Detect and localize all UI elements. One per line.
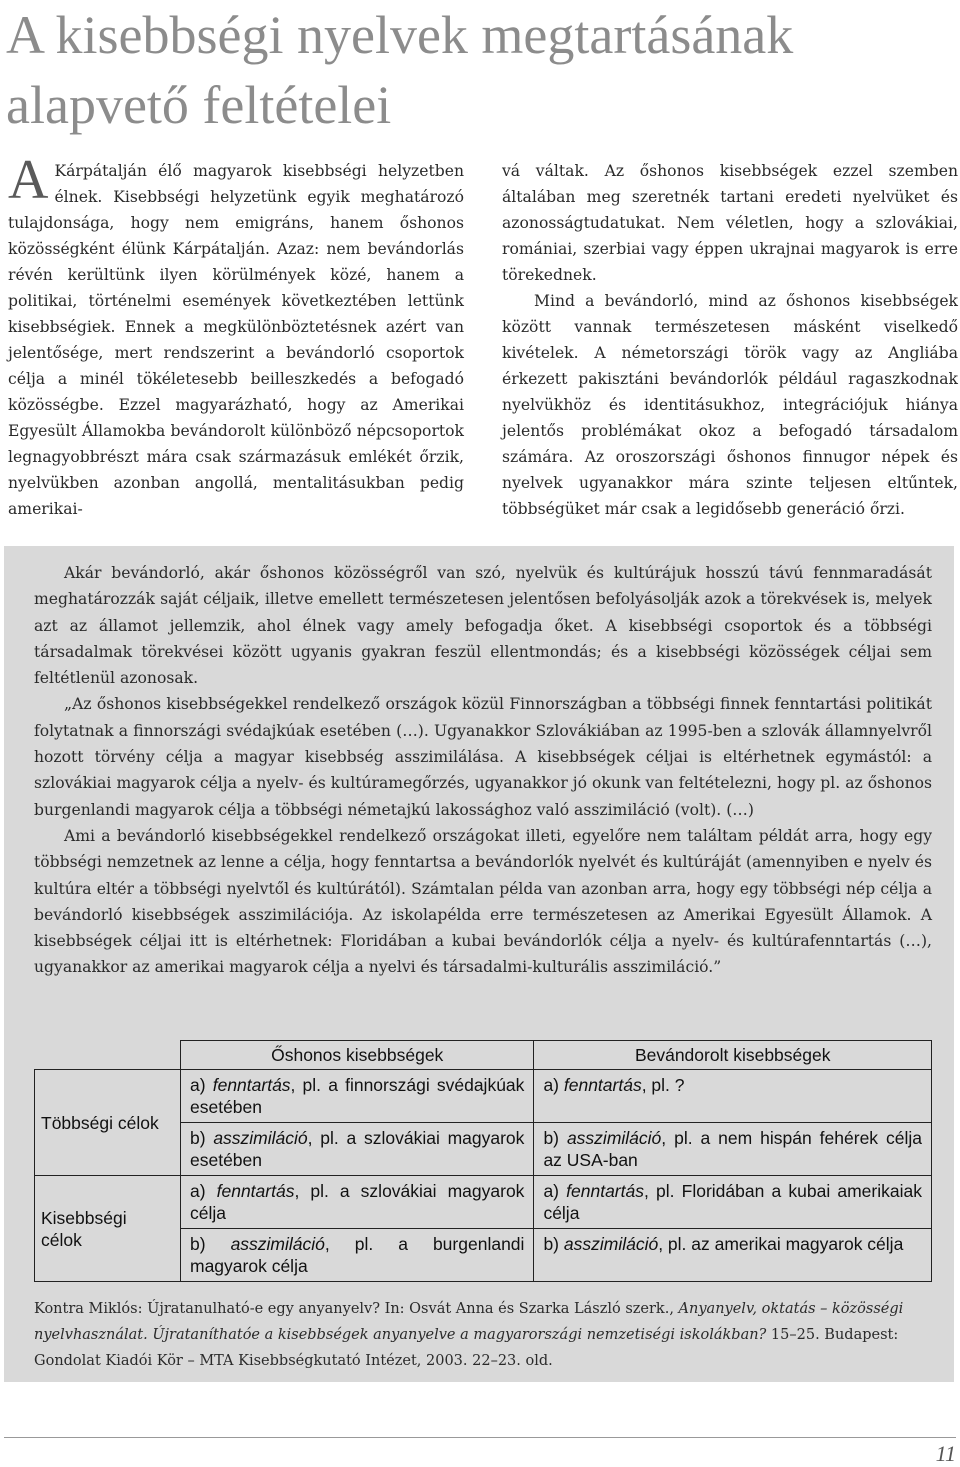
table-cell	[534, 1070, 932, 1123]
quote-box-text	[34, 560, 932, 981]
article-right-column	[502, 158, 958, 522]
cell-text: , pl. a szlovákiai magyarok célja	[190, 1181, 525, 1223]
table-cell	[534, 1229, 932, 1282]
cell-term: fenntartás	[216, 1181, 295, 1201]
table-cell	[534, 1176, 932, 1229]
cell-text: a)	[190, 1181, 217, 1201]
footer-rule	[4, 1437, 956, 1438]
table-corner-cell	[35, 1041, 181, 1070]
cell-text: , pl. a burgenlandi magyarok célja	[190, 1234, 525, 1276]
cell-text: , pl. a finnországi svédajkúak esetében	[190, 1075, 525, 1117]
citation-title: Anyanyelv, oktatás – közösségi nyelvhasználat. Újrataníthatóe a kisebbségek anyanyelve a magyarországi nemzetiségi iskolákban?	[34, 1301, 904, 1343]
cell-text: , pl. Floridában a kubai amerikaiak célja	[543, 1181, 922, 1223]
citation-text: Kontra Miklós: Újratanulható-e egy anyanyelv? In: Osvát Anna és Szarka László szerk.,	[34, 1301, 679, 1317]
cell-text: , pl. a szlovákiai magyarok esetében	[190, 1128, 525, 1170]
cell-term: fenntartás	[212, 1075, 291, 1095]
comparison-table	[34, 1040, 932, 1282]
article-left-text: Kárpátalján élő magyarok kisebbségi helyzetben élnek. Kisebbségi helyzetünk egyik meghatározó tulajdonsága, hogy nem emigráns, hanem őshonos közösségként élünk Kárpátalján. Azaz: nem bevándorlás révén kerültünk ilyen körülmények közé, hanem a politikai, történelmi események következtében lettünk kisebbségiek. Ennek a megkülönböztetésnek azért van jelentősége, mert rendszerint a bevándorló csoportok célja a minél tökéletesebb beilleszkedés a befogadó közösségbe. Ezzel magyarázható, hogy az Amerikai Egyesült Államokba bevándorolt különböző népcsoportok legnagyobbrészt mára csak származásuk emlékét őrzik, nyelvükben azonban angollá, mentalitásukban pedig amerikai-	[8, 162, 464, 518]
cell-text: b)	[543, 1234, 564, 1254]
cell-term: asszimiláció	[563, 1234, 659, 1254]
cell-term: asszimiláció	[213, 1128, 308, 1148]
box-paragraph: Ami a bevándorló kisebbségekkel rendelkező országokat illeti, egyelőre nem találtam példát arra, hogy egy többségi nemzetnek az lenne a célja, hogy fenntartsa a bevándorlók nyelvét és kultúráját (amennyiben e nyelv és kultúra eltér a többségi nyelvtől és kultúrától). Számtalan példa van azonban arra, hogy egy többségi nép célja a bevándorló kisebbségek asszimilációja. Az iskolapélda erre természetesen az Amerikai Egyesült Államok. A kisebbségek céljai itt is eltérhetnek: Floridában a kubai bevándorlók célja a nyelv- és kultúrafenntartás (…), ugyanakkor az amerikai magyarok célja a nyelvi és társadalmi-kulturális asszimiláció.”	[34, 826, 932, 977]
cell-text: a)	[543, 1181, 567, 1201]
box-paragraph: „Az őshonos kisebbségekkel rendelkező országok közül Finnországban a többségi finnek fenntartási politikát folytatnak a finnországi svédajkúak esetében (…). Ugyanakkor Szlovákiában az 1995-ben a szlovák államnyelvről hozott törvény célja a magyar kisebbség asszimilálása. A kisebbségek céljai is eltérhetnek egymástól: a szlovákiai magyarok célja a nyelv- és kultúramegőrzés, ugyanakkor jó okunk van feltételezni, hogy pl. az őshonos burgenlandi magyarok célja a többségi németajkú lakossághoz való asszimiláció (volt). (…)	[34, 695, 932, 819]
table-cell	[181, 1070, 534, 1123]
cell-text: , pl. az amerikai magyarok célja	[658, 1234, 904, 1254]
table-row	[35, 1176, 932, 1229]
cell-text: , pl. ?	[641, 1075, 685, 1095]
table-header-cell: Bevándorolt kisebbségek	[534, 1041, 932, 1070]
table-row-header: Kisebbségi célok	[35, 1176, 181, 1282]
table-row-header: Többségi célok	[35, 1070, 181, 1176]
page-number: 11	[935, 1441, 956, 1466]
cell-term: asszimiláció	[230, 1234, 325, 1254]
box-paragraph: Akár bevándorló, akár őshonos közösségről van szó, nyelvük és kultúrájuk hosszú távú fennmaradását meghatározzák saját céljaik, illetve emellett természetesen jelentősen befolyásolják azok a törekvések is, melyek azt az államot jellemzik, ahol élnek vagy amely befogadja őket. A kisebbségi csoportok és a többségi társadalmak törekvései között ugyanis gyakran feszül ellentmondás; és a kisebbségi közösségek céljai sem feltétlenül azonosak.	[34, 564, 932, 688]
article-paragraph: Mind a bevándorló, mind az őshonos kisebbségek között vannak természetesen másként viselkedő kivételek. A németországi török vagy az Angliába érkezett pakisztáni bevándorlók például ragaszkodnak nyelvükhöz és identitásukhoz, integrációjuk hiánya jelentős problémákat okoz a befogadó társadalom számára. Az oroszországi őshonos finnugor népek és nyelvek ugyanakkor mára szinte teljesen eltűntek, többségüket már csak a legidősebb generáció őrzi.	[502, 292, 958, 518]
cell-term: fenntartás	[563, 1075, 642, 1095]
quote-box	[4, 546, 954, 1382]
cell-text: b)	[190, 1234, 231, 1254]
citation-text: 15–25. Budapest: Gondolat Kiadói Kör – MTA Kisebbségkutató Intézet, 2003. 22–23. old.	[34, 1327, 899, 1369]
cell-text: a)	[190, 1075, 213, 1095]
table-cell	[181, 1123, 534, 1176]
source-citation	[34, 1296, 932, 1374]
article-paragraph-continued: vá váltak. Az őshonos kisebbségek ezzel szemben általában meg szeretnék tartani eredeti nyelvüket és azonosságtudatukat. Nem véletlen, hogy a szlovákiai, romániai, szerbiai vagy éppen ukrajnai magyarok is erre törekednek.	[502, 162, 958, 284]
table-cell	[181, 1176, 534, 1229]
cell-text: b)	[190, 1128, 214, 1148]
drop-cap: A	[8, 149, 49, 211]
table-row	[35, 1070, 932, 1123]
cell-text: a)	[543, 1075, 564, 1095]
table-cell	[534, 1123, 932, 1176]
article-paragraph	[8, 149, 464, 522]
table-cell	[181, 1229, 534, 1282]
cell-text: , pl. a nem hispán fehérek célja az USA-ban	[543, 1128, 922, 1170]
cell-term: fenntartás	[566, 1181, 644, 1201]
cell-text: b)	[543, 1128, 567, 1148]
cell-term: asszimiláció	[566, 1128, 662, 1148]
article-left-column	[8, 149, 464, 522]
table-header-row	[35, 1041, 932, 1070]
page-title: A kisebbségi nyelvek megtartásának alapvető feltételei	[6, 5, 794, 135]
table-header-cell: Őshonos kisebbségek	[181, 1041, 534, 1070]
